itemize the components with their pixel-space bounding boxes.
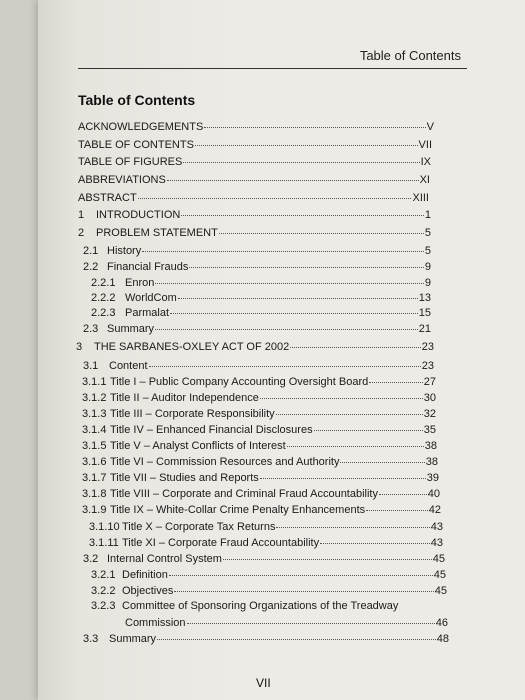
toc-entry-page: 9 (424, 277, 431, 289)
toc-entry-number: 3.2.1 (91, 569, 116, 581)
toc-leader-dots (157, 628, 436, 640)
toc-entry-title: Title XI – Corporate Fraud Accountability (122, 537, 320, 549)
toc-entry-page: 38 (425, 456, 438, 468)
toc-entry-page: 45 (432, 553, 445, 565)
toc-leader-dots (276, 516, 429, 528)
toc-entry-page: 5 (424, 227, 431, 239)
toc-entry-number: 3.1.5 (82, 440, 107, 452)
toc-entry-title: WorldCom (125, 292, 177, 304)
toc-entry (76, 338, 434, 354)
toc-leader-dots (276, 403, 423, 415)
toc-entry-page: 38 (424, 440, 437, 452)
toc-entry-title: ABSTRACT (78, 192, 137, 204)
toc-entry-number: 2.3 (83, 323, 99, 335)
page-number: VII (256, 676, 271, 690)
book-page (38, 0, 525, 700)
toc-leader-dots (170, 302, 418, 314)
toc-entry-title: Title V – Analyst Conflicts of Interest (110, 440, 286, 452)
toc-entry-page: 45 (433, 569, 446, 581)
toc-entry-title: ABBREVIATIONS (78, 174, 166, 186)
toc-entry-title: Definition (122, 569, 168, 581)
toc-entry-title: Title I – Public Company Accounting Oversight Board (110, 376, 369, 388)
toc-entry-number: 3.1.9 (82, 504, 107, 516)
toc-leader-dots (155, 272, 424, 284)
toc-leader-dots (366, 499, 428, 511)
toc-leader-dots (219, 222, 424, 234)
toc-entry-number: 3.1.11 (89, 537, 119, 549)
toc-entry-title: ACKNOWLEDGEMENTS (78, 121, 204, 133)
toc-entry-title: Internal Control System (107, 553, 222, 565)
toc-entry (78, 153, 431, 169)
toc-entry-page: V (426, 121, 434, 133)
toc-entry-number: 3.1 (83, 360, 99, 372)
toc-entry (78, 206, 431, 222)
toc-leader-dots (155, 318, 418, 330)
toc-entry-title: Summary (109, 633, 157, 645)
toc-entry-number: 2 (78, 227, 85, 239)
toc-entry (83, 630, 449, 646)
toc-leader-dots (142, 240, 424, 252)
toc-list (38, 0, 525, 700)
toc-leader-dots (138, 187, 412, 199)
toc-entry-page: 39 (426, 472, 439, 484)
toc-entry-page: 42 (428, 504, 441, 516)
toc-entry-title: Parmalat (125, 307, 170, 319)
toc-entry-number: 3.1.2 (82, 392, 107, 404)
running-header-title: Table of Contents (359, 48, 461, 63)
toc-entry-title: History (107, 245, 142, 257)
toc-leader-dots (287, 435, 424, 447)
toc-entry-page: 9 (424, 261, 431, 273)
toc-entry-page: 13 (418, 292, 431, 304)
toc-entry-number: 3.1.6 (82, 456, 107, 468)
toc-leader-dots (369, 371, 423, 383)
toc-leader-dots (181, 204, 424, 216)
toc-entry-page: XI (419, 174, 430, 186)
toc-leader-dots (204, 116, 425, 128)
toc-leader-dots (183, 151, 419, 163)
toc-entry-title: Title III – Corporate Responsibility (110, 408, 275, 420)
toc-leader-dots (187, 612, 435, 624)
toc-leader-dots (260, 387, 423, 399)
toc-leader-dots (195, 134, 418, 146)
toc-entry (91, 582, 447, 598)
toc-entry-page: VII (418, 139, 432, 151)
toc-entry (78, 189, 429, 205)
toc-entry-number: 2.2.1 (91, 277, 116, 289)
toc-entry-number: 3.1.8 (82, 488, 107, 500)
toc-entry-page: 43 (430, 521, 443, 533)
toc-heading: Table of Contents (78, 92, 196, 108)
toc-leader-dots (290, 336, 421, 348)
toc-entry-title: THE SARBANES-OXLEY ACT OF 2002 (94, 341, 290, 353)
toc-leader-dots (174, 580, 433, 592)
toc-entry-number: 3.3 (83, 633, 99, 645)
toc-entry-title: TABLE OF FIGURES (78, 156, 183, 168)
toc-entry-title: Financial Frauds (107, 261, 189, 273)
toc-entry-page: 27 (423, 376, 436, 388)
toc-entry-page: 21 (418, 323, 431, 335)
toc-entry-page: 43 (430, 537, 443, 549)
toc-leader-dots (314, 419, 423, 431)
toc-entry-number: 2.1 (83, 245, 99, 257)
toc-entry-number: 2.2 (83, 261, 99, 273)
toc-entry-page: 46 (435, 617, 448, 629)
toc-entry-title: Title IV – Enhanced Financial Disclosures (110, 424, 313, 436)
toc-leader-dots (320, 532, 430, 544)
toc-entry-number: 3.2.2 (91, 585, 116, 597)
toc-leader-dots (169, 564, 433, 576)
toc-entry-page: 23 (421, 341, 434, 353)
toc-entry-title-continued: Commission (125, 617, 186, 629)
toc-entry-page: 32 (423, 408, 436, 420)
toc-entry-title: Content (109, 360, 148, 372)
toc-entry-number: 3.1.10 (89, 521, 120, 533)
toc-leader-dots (379, 483, 427, 495)
toc-entry-title: Committee of Sponsoring Organizations of the Treadway (122, 600, 399, 612)
toc-leader-dots (167, 169, 419, 181)
toc-entry-number: 3.1.7 (82, 472, 107, 484)
toc-entry-title: Title VI – Commission Resources and Authority (110, 456, 340, 468)
toc-entry (78, 224, 431, 240)
toc-leader-dots (178, 287, 418, 299)
toc-entry-number: 3.1.1 (82, 376, 107, 388)
toc-entry-number: 2.2.3 (91, 307, 116, 319)
toc-leader-dots (260, 467, 426, 479)
toc-entry-page: 15 (418, 307, 431, 319)
toc-entry-title: Objectives (122, 585, 174, 597)
toc-entry (78, 171, 430, 187)
toc-entry-title: Title II – Auditor Independence (110, 392, 259, 404)
toc-entry-number: 2.2.2 (91, 292, 116, 304)
toc-entry-page: 5 (424, 245, 431, 257)
toc-entry (78, 118, 434, 134)
toc-entry-title: Title VIII – Corporate and Criminal Fraud Accountability (110, 488, 378, 500)
toc-entry-page: 23 (421, 360, 434, 372)
toc-leader-dots (189, 256, 424, 268)
toc-leader-dots (223, 548, 432, 560)
toc-entry-title: Title X – Corporate Tax Returns (122, 521, 276, 533)
toc-entry-number: 3 (76, 341, 83, 353)
toc-entry-title: PROBLEM STATEMENT (96, 227, 218, 239)
toc-entry-page: XIII (412, 192, 429, 204)
toc-entry-title: Title VII – Studies and Reports (110, 472, 259, 484)
toc-entry-title: TABLE OF CONTENTS (78, 139, 194, 151)
toc-entry (82, 501, 441, 517)
toc-leader-dots (149, 355, 421, 367)
toc-entry-page: 45 (434, 585, 447, 597)
toc-entry-page: 35 (423, 424, 436, 436)
toc-entry-page: 40 (427, 488, 440, 500)
toc-entry-page: 48 (436, 633, 449, 645)
toc-entry-number: 3.1.3 (82, 408, 107, 420)
toc-entry-title: Enron (125, 277, 155, 289)
toc-entry-title: INTRODUCTION (96, 209, 181, 221)
toc-entry (78, 136, 432, 152)
toc-entry (83, 320, 431, 336)
toc-leader-dots (340, 451, 424, 463)
toc-entry-page: IX (420, 156, 431, 168)
toc-entry-page: 1 (424, 209, 431, 221)
toc-entry-title: Title IX – White-Collar Crime Penalty Enhancements (110, 504, 366, 516)
toc-entry-title: Summary (107, 323, 155, 335)
toc-entry-number: 3.2 (83, 553, 99, 565)
toc-entry-number: 3.2.3 (91, 600, 116, 612)
toc-entry-number: 1 (78, 209, 85, 221)
toc-entry-page: 30 (423, 392, 436, 404)
toc-entry-number: 3.1.4 (82, 424, 107, 436)
